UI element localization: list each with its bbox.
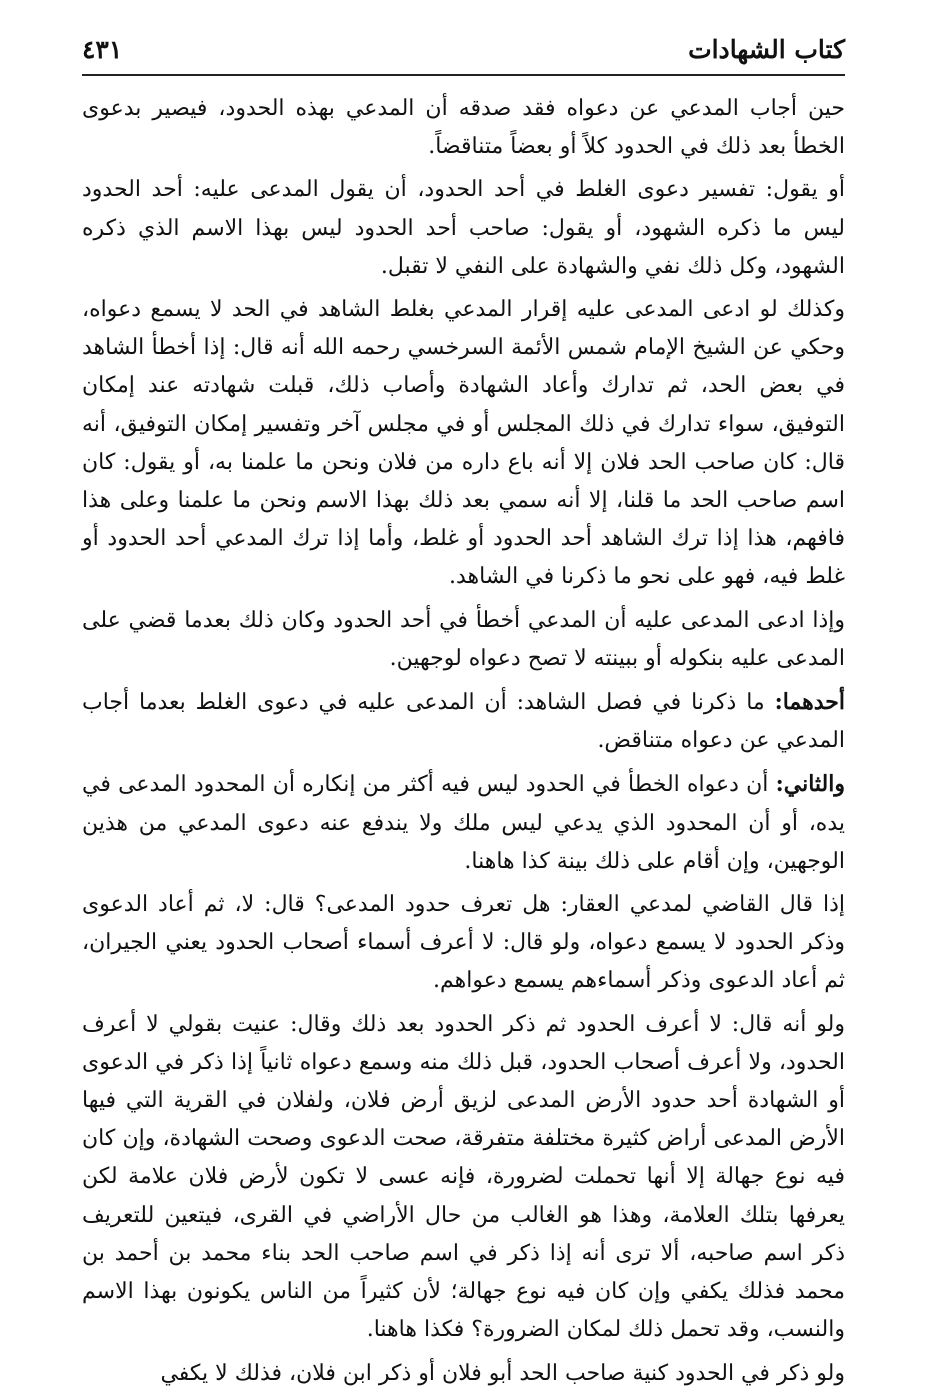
paragraph-text: ولو ذكر في الحدود كنية صاحب الحد أبو فلان أو ذكر ابن فلان، فذلك لا يكفي (160, 1360, 845, 1386)
page-header (82, 28, 845, 72)
paragraph (82, 1006, 845, 1350)
paragraph-text: وكذلك لو ادعى المدعى عليه إقرار المدعي بغلط الشاهد في الحد لا يسمع دعواه، وحكي عن الشيخ الإمام شمس الأئمة السرخسي رحمه الله أنه قال: إذا أخطأ الشاهد في بعض الحد، ثم تدارك وأعاد الشهادة وأصاب ذلك، قبلت شهادته عند إمكان التوفيق، سواء تدارك في ذلك المجلس أو في مجلس آخر وتفسير إمكان التوفيق، أنه قال: كان صاحب الحد فلان إلا أنه باع داره من فلان ونحن ما علمنا به، أو يقول: كان اسم صاحب الحد ما قلنا، إلا أنه سمي بعد ذلك بهذا الاسم ونحن ما علمنا وعلى هذا فافهم، هذا إذا ترك الشاهد أحد الحدود أو غلط، وأما إذا ترك المدعي أحد الحدود أو غلط فيه، فهو على نحو ما ذكرنا في الشاهد. (82, 297, 845, 590)
paragraph-lead: والثاني: (775, 771, 845, 798)
paragraph (82, 171, 845, 286)
running-title: كتاب الشهادات (688, 35, 845, 64)
body-text (82, 90, 845, 1398)
header-rule (82, 74, 845, 76)
paragraph (82, 602, 845, 678)
paragraph-text: حين أجاب المدعي عن دعواه فقد صدقه أن المدعي بهذه الحدود، فيصير بدعوى الخطأ بعد ذلك في الحدود كلاً أو بعضاً متناقضاً. (82, 96, 845, 160)
paragraph-lead: أحدهما: (774, 689, 845, 716)
paragraph-text: أن دعواه الخطأ في الحدود ليس فيه أكثر من إنكاره أن المحدود المدعى في يده، أو أن المحدود الذي يدعي ليس ملك ولا يندفع عنه دعوى المدعي من هذين الوجهين، وإن أقام على ذلك بينة كذا هاهنا. (82, 772, 845, 874)
paragraph-text: إذا قال القاضي لمدعي العقار: هل تعرف حدود المدعى؟ قال: لا، ثم أعاد الدعوى وذكر الحدود لا يسمع دعواه، ولو قال: لا أعرف أسماء أصحاب الحدود يعني الجيران، ثم أعاد الدعوى وذكر أسماءهم يسمع دعواهم. (82, 892, 845, 994)
paragraph-text: ولو أنه قال: لا أعرف الحدود ثم ذكر الحدود بعد ذلك وقال: عنيت بقولي لا أعرف الحدود، ولا أعرف أصحاب الحدود، قبل ذلك منه وسمع دعواه ثانياً إذا ذكر في الدعوى أو الشهادة أحد حدود الأرض المدعى لزيق أرض فلان، ولفلان في القرية التي فيها الأرض المدعى أراض كثيرة مختلفة متفرقة، صحت الدعوى وصحت الشهادة، وإن كان فيه نوع جهالة إلا أنها تحملت لضرورة، فإنه عسى لا تكون لأرض فلان علامة لكن يعرفها بتلك العلامة، وهذا هو الغالب من حال الأراضي في القرى، فيتعين للتعريف ذكر اسم صاحبه، ألا ترى أنه إذا ذكر في اسم صاحب الحد بناء محمد بن أحمد بن محمد فذلك يكفي وإن كان فيه نوع جهالة؛ لأن كثيراً من الناس يكونون بهذا الاسم والنسب، وقد تحمل ذلك لمكان الضرورة؟ فكذا هاهنا. (82, 1011, 846, 1343)
paragraph-text: وإذا ادعى المدعى عليه أن المدعي أخطأ في أحد الحدود وكان ذلك بعدما قضي على المدعى عليه بنكوله أو ببينته لا تصح دعواه لوجهين. (82, 607, 845, 671)
paragraph (82, 291, 845, 597)
page-number: ٤٣١ (82, 35, 123, 64)
paragraph-text: ما ذكرنا في فصل الشاهد: أن المدعى عليه في دعوى الغلط بعدما أجاب المدعي عن دعواه متناقض. (82, 690, 845, 754)
paragraph (82, 1355, 845, 1393)
paragraph (82, 765, 845, 881)
paragraph (82, 90, 845, 166)
paragraph (82, 886, 845, 1001)
paragraph-text: أو يقول: تفسير دعوى الغلط في أحد الحدود، أن يقول المدعى عليه: أحد الحدود ليس ما ذكره الشهود، أو يقول: صاحب أحد الحدود ليس بهذا الاسم الذي ذكره الشهود، وكل ذلك نفي والشهادة على النفي لا تقبل. (82, 177, 845, 279)
paragraph (82, 683, 845, 760)
